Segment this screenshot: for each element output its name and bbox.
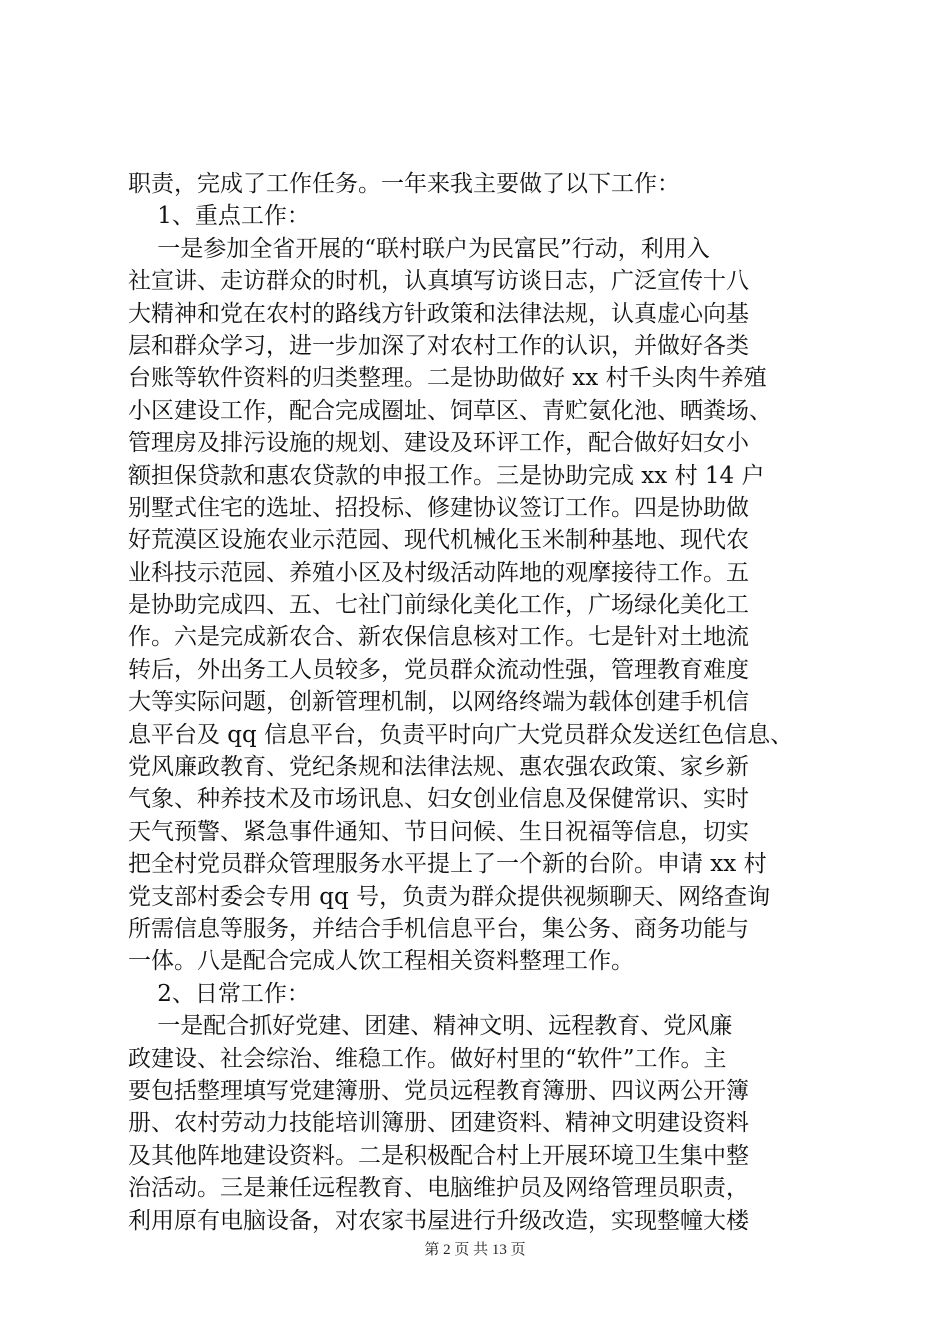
text-line: 要包括整理填写党建簿册、党员远程教育簿册、四议两公开簿 (128, 1077, 749, 1104)
text-line: 1、重点工作： (128, 203, 310, 230)
text-line: 2、日常工作： (128, 980, 310, 1007)
text-line: 转后，外出务工人员较多，党员群众流动性强，管理教育难度 (128, 656, 749, 683)
text-line: 党风廉政教育、党纪条规和法律法规、惠农强农政策、家乡新 (128, 754, 749, 781)
text-line: 大精神和党在农村的路线方针政策和法律法规，认真虚心向基 (128, 300, 749, 327)
text-line: 职责，完成了工作任务。一年来我主要做了以下工作： (128, 171, 680, 197)
page-footer: 第 2 页 共 13 页 (424, 1242, 526, 1258)
text-line: 大等实际问题，创新管理机制，以网络终端为载体创建手机信 (128, 689, 749, 716)
text-line: 额担保贷款和惠农贷款的申报工作。三是协助完成 xx 村 14 户 (128, 462, 765, 489)
text-line: 好荒漠区设施农业示范园、现代机械化玉米制种基地、现代农 (128, 527, 749, 554)
text-line: 作。六是完成新农合、新农保信息核对工作。七是针对土地流 (128, 624, 749, 651)
text-line: 台账等软件资料的归类整理。二是协助做好 xx 村千头肉牛养殖 (128, 365, 767, 392)
text-line: 把全村党员群众管理服务水平提上了一个新的台阶。申请 xx 村 (128, 851, 767, 878)
text-line: 天气预警、紧急事件通知、节日问候、生日祝福等信息，切实 (128, 818, 749, 845)
text-line: 一体。八是配合完成人饮工程相关资料整理工作。 (128, 948, 634, 975)
text-line: 所需信息等服务，并结合手机信息平台，集公务、商务功能与 (128, 915, 749, 942)
text-line: 利用原有电脑设备，对农家书屋进行升级改造，实现整幢大楼 (128, 1207, 749, 1234)
text-line: 一是配合抓好党建、团建、精神文明、远程教育、党风廉 (128, 1013, 733, 1040)
document-body (128, 168, 828, 1237)
text-line: 别墅式住宅的选址、招投标、修建协议签订工作。四是协助做 (128, 494, 749, 521)
text-line: 息平台及 qq 信息平台，负责平时向广大党员群众发送红色信息、 (128, 721, 794, 748)
text-line: 管理房及排污设施的规划、建设及环评工作，配合做好妇女小 (128, 430, 749, 457)
text-line: 气象、种养技术及市场讯息、妇女创业信息及保健常识、实时 (128, 786, 749, 813)
text-line: 是协助完成四、五、七社门前绿化美化工作，广场绿化美化工 (128, 592, 749, 619)
text-line: 政建设、社会综治、维稳工作。做好村里的“软件”工作。主 (128, 1045, 727, 1072)
text-line: 治活动。三是兼任远程教育、电脑维护员及网络管理员职责， (128, 1175, 749, 1202)
text-line: 党支部村委会专用 qq 号，负责为群众提供视频聊天、网络查询 (128, 883, 771, 910)
text-line: 社宣讲、走访群众的时机，认真填写访谈日志，广泛宣传十八 (128, 268, 749, 295)
text-line: 层和群众学习，进一步加深了对农村工作的认识，并做好各类 (128, 332, 749, 359)
text-line: 及其他阵地建设资料。二是积极配合村上开展环境卫生集中整 (128, 1142, 749, 1169)
text-line: 小区建设工作，配合完成圈址、饲草区、青贮氨化池、晒粪场、 (128, 397, 772, 424)
text-line: 业科技示范园、养殖小区及村级活动阵地的观摩接待工作。五 (128, 559, 749, 586)
text-line: 一是参加全省开展的“联村联户为民富民”行动，利用入 (128, 235, 710, 262)
text-line: 册、农村劳动力技能培训簿册、团建资料、精神文明建设资料 (128, 1110, 749, 1137)
